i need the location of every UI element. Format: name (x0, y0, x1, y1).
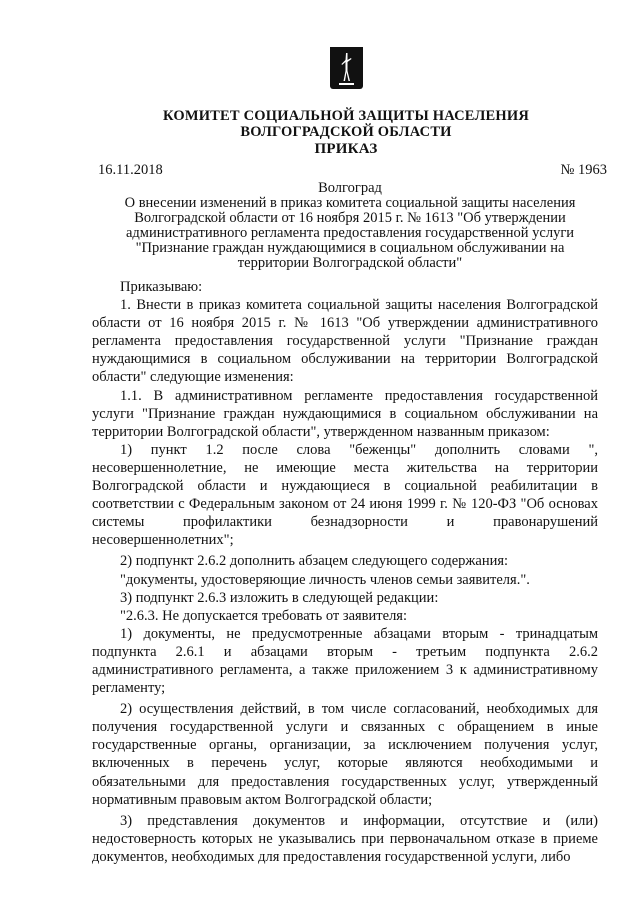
document-type: ПРИКАЗ (314, 141, 378, 157)
paragraph-subitem-3: 3) подпункт 2.6.3 изложить в следующей редакции: (120, 589, 439, 606)
org-name-line2: ВОЛГОГРАДСКОЙ ОБЛАСТИ (240, 124, 452, 140)
document-city: Волгоград (318, 180, 382, 196)
document-subject: О внесении изменений в приказ комитета социальной защиты населения Волгоградской области от 16 ноября 2015 г. № 1613 "Об утверждении административного регламента предоставления государственной услуги "Признание граждан нуждающимися в социальном обслуживании на территории Волгоградской области" (124, 195, 576, 271)
document-number: № 1963 (560, 162, 607, 178)
paragraph-2-6-3: "2.6.3. Не допускается требовать от заявителя: (120, 607, 407, 624)
paragraph-order: Приказываю: (120, 279, 203, 295)
paragraph-item-1: 1. Внести в приказ комитета социальной защиты населения Волгоградской области от 16 ноября 2015 г. № 1613 "Об утверждении административного регламента предоставления государственной услуги "Признание граждан нуждающимися в социальном обслуживании на территории Волгоградской области" следующие изменения: (92, 297, 598, 386)
paragraph-item-1-1: 1.1. В административном регламенте предоставления государственной услуги "Признание граждан нуждающимися в социальном обслуживании на территории Волгоградской области", утвержденном названным приказом: (92, 387, 598, 440)
document-date: 16.11.2018 (98, 162, 163, 178)
org-name-line1: КОМИТЕТ СОЦИАЛЬНОЙ ЗАЩИТЫ НАСЕЛЕНИЯ (162, 108, 529, 124)
paragraph-quote-docs: "документы, удостоверяющие личность членов семьи заявителя.". (120, 571, 530, 588)
paragraph-clause-2: 2) осуществления действий, в том числе согласований, необходимых для получения государственной услуги и связанных с обращением в иные государственные органы, организации, за исключением получения услуг, включенных в перечень услуг, которые являются необходимыми и обязательными для предоставления государственных услуг, утвержденный нормативным правовым актом Волгоградской области; (92, 701, 598, 808)
paragraph-subitem-1: 1) пункт 1.2 после слова "беженцы" дополнить словами ", несовершеннолетние, не имеющие места жительства на территории Волгоградской области и нуждающиеся в социальной реабилитации в соответствии с Федеральным законом от 24 июня 1999 г. № 120-ФЗ "Об основах системы профилактики безнадзорности и правонарушений несовершеннолетних"; (92, 441, 598, 549)
paragraph-clause-3: 3) представления документов и информации, отсутствие и (или) недостоверность которых не указывались при первоначальном отказе в приеме документов, необходимых для предоставления государственной услуги, либо (92, 812, 598, 865)
document-body (92, 278, 598, 866)
coat-of-arms-icon (330, 47, 363, 89)
paragraph-subitem-2: 2) подпункт 2.6.2 дополнить абзацем следующего содержания: (120, 553, 509, 570)
paragraph-clause-1: 1) документы, не предусмотренные абзацами вторым - тринадцатым подпункта 2.6.1 и абзацами вторым - третьим подпункта 2.6.2 административного регламента, а также приложением 3 к административному регламенту; (92, 625, 598, 697)
